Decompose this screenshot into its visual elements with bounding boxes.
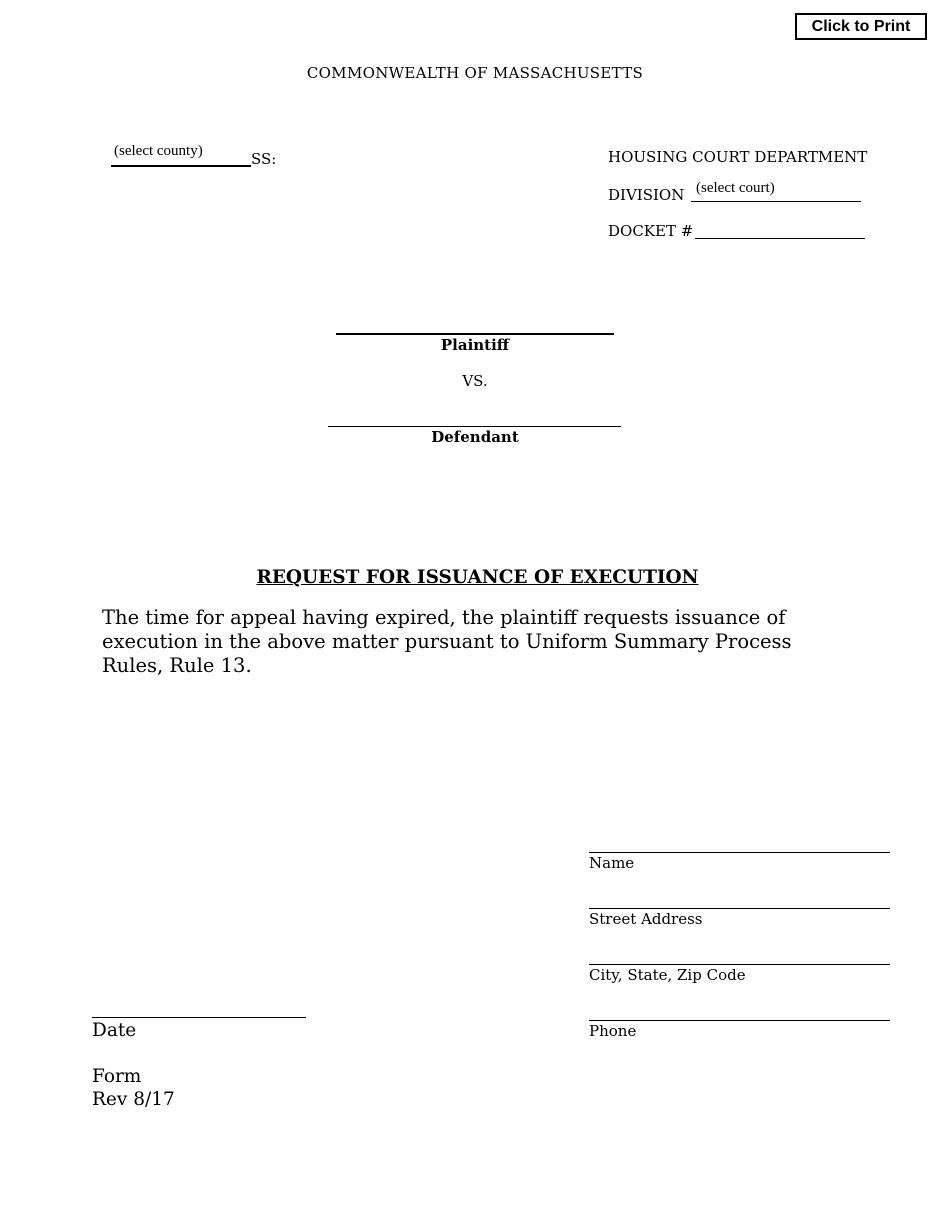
street-address-label: Street Address	[589, 910, 703, 928]
department-label: HOUSING COURT DEPARTMENT	[608, 148, 868, 166]
court-select[interactable]: (select court)	[691, 180, 861, 202]
print-button[interactable]: Click to Print	[795, 13, 927, 40]
commonwealth-heading: COMMONWEALTH OF MASSACHUSETTS	[306, 64, 644, 82]
date-input[interactable]	[92, 1000, 306, 1018]
name-label: Name	[589, 854, 635, 872]
county-select[interactable]: (select county)	[111, 143, 251, 167]
form-body-text: The time for appeal having expired, the plaintiff requests issuance of execution in the above matter pursuant to Uniform Summary Process Rules, Rule 13.	[102, 606, 792, 677]
ss-label: SS:	[251, 150, 277, 168]
versus-label: VS.	[462, 372, 488, 390]
city-state-zip-label: City, State, Zip Code	[589, 966, 746, 984]
name-input[interactable]	[589, 835, 890, 853]
form-revision	[92, 1065, 175, 1111]
phone-input[interactable]	[589, 1003, 890, 1021]
docket-input[interactable]	[695, 221, 865, 239]
plaintiff-label: Plaintiff	[440, 336, 510, 354]
defendant-label: Defendant	[431, 428, 519, 446]
phone-label: Phone	[589, 1022, 637, 1040]
city-state-zip-input[interactable]	[589, 947, 890, 965]
defendant-input[interactable]	[328, 409, 621, 427]
revision-label: Rev 8/17	[92, 1089, 175, 1110]
docket-label: DOCKET #	[608, 222, 694, 240]
form-label: Form	[92, 1066, 142, 1087]
plaintiff-input[interactable]	[336, 316, 614, 335]
division-label: DIVISION	[608, 186, 685, 204]
street-address-input[interactable]	[589, 891, 890, 909]
date-label: Date	[92, 1020, 137, 1041]
form-title: REQUEST FOR ISSUANCE OF EXECUTION	[256, 567, 699, 588]
